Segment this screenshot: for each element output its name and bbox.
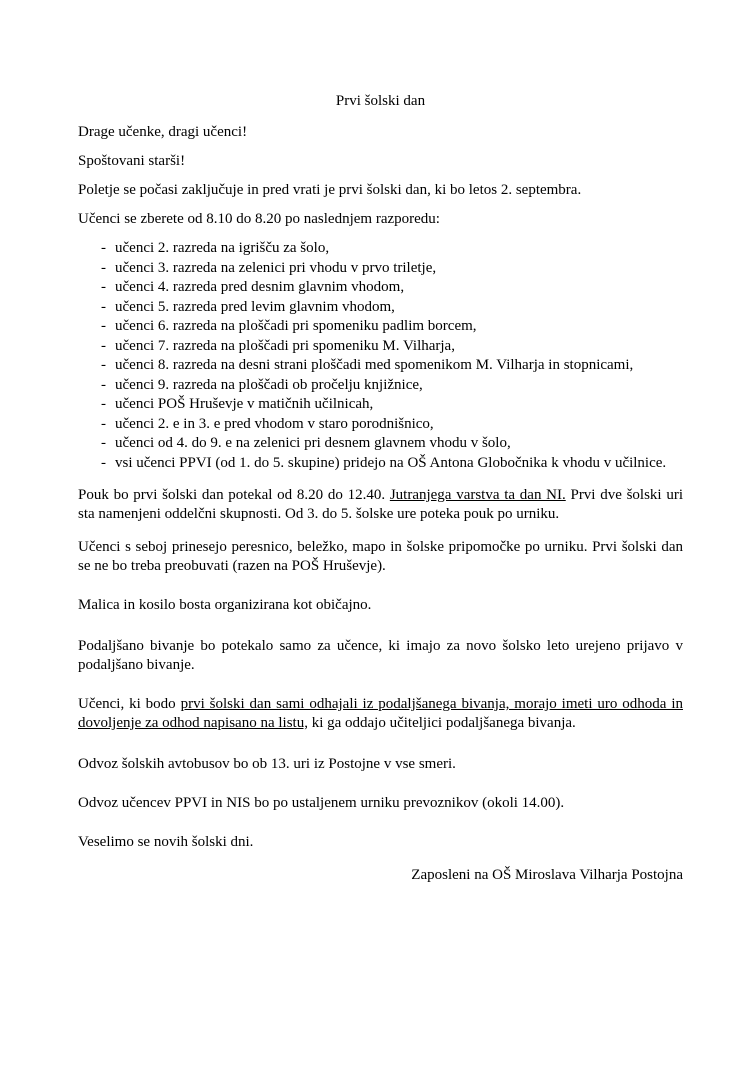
buses-paragraph: Odvoz šolskih avtobusov bo ob 13. uri iz Postojne v vse smeri. — [78, 756, 456, 772]
list-dash: - — [101, 259, 106, 276]
list-dash: - — [101, 318, 106, 334]
list-item: - učenci 8. razreda na desni strani ploščadi med spomenikom M. Vilharja in stopnicami, — [78, 356, 683, 376]
greeting-students: Drage učenke, dragi učenci! — [78, 124, 248, 140]
list-dash: - — [101, 415, 106, 432]
leaving-paragraph: Učenci, ki bodo prvi šolski dan sami odhajali iz podaljšanega bivanja, morajo imeti uro odhoda in dovoljenje za odhod napisano na listu, ki ga oddajo učiteljici podaljšanega bivanja. — [78, 696, 683, 731]
supplies-paragraph: Učenci s seboj prinesejo peresnico, beležko, mapo in šolske pripomočke po urniku. Prvi šolski dan se ne bo treba preobuvati (razen na POŠ Hruševje). — [78, 539, 683, 574]
closing-paragraph: Veselimo se novih šolski dni. — [78, 834, 254, 850]
greeting-parents: Spoštovani starši! — [78, 153, 186, 169]
list-item: - učenci 2. e in 3. e pred vhodom v staro porodnišnico, — [78, 415, 683, 435]
list-dash: - — [101, 279, 106, 295]
list-item: - učenci 6. razreda na ploščadi pri spomeniku padlim borcem, — [78, 317, 683, 337]
signature: Zaposleni na OŠ Miroslava Vilharja Postojna — [411, 867, 683, 883]
list-item: - učenci od 4. do 9. e na zelenici pri desnem glavnem vhodu v šolo, — [78, 434, 683, 454]
list-item: - učenci 9. razreda na ploščadi ob pročelju knjižnice, — [78, 376, 683, 396]
extended-stay-paragraph: Podaljšano bivanje bo potekalo samo za učence, ki imajo za novo šolsko leto urejeno prijavo v podaljšano bivanje. — [78, 638, 683, 673]
leaving-requirement: prvi šolski dan sami odhajali iz podaljšanega bivanja, morajo imeti uro odhoda in dovoljenje za odhod napisano na listu, — [78, 696, 683, 731]
gathering-list — [78, 239, 683, 473]
list-dash: - — [101, 337, 106, 354]
meals-paragraph: Malica in kosilo bosta organizirana kot običajno. — [78, 597, 372, 613]
ppvi-transport-paragraph: Odvoz učencev PPVI in NIS bo po ustaljenem urniku prevoznikov (okoli 14.00). — [78, 795, 565, 811]
list-item: - učenci 5. razreda pred levim glavnim vhodom, — [78, 298, 683, 318]
list-dash: - — [101, 240, 106, 256]
list-item: - učenci 4. razreda pred desnim glavnim vhodom, — [78, 278, 683, 298]
list-item: - vsi učenci PPVI (od 1. do 5. skupine) pridejo na OŠ Antona Globočnika k vhodu v učilnice. — [78, 454, 683, 474]
no-morning-care-notice: Jutranjega varstva ta dan NI. — [389, 487, 566, 503]
list-item: - učenci POŠ Hruševje v matičnih učilnicah, — [78, 395, 683, 415]
document-title: Prvi šolski dan — [335, 93, 426, 109]
gathering-intro: Učenci se zberete od 8.10 do 8.20 po naslednjem razporedu: — [78, 211, 440, 227]
list-item: - učenci 7. razreda na ploščadi pri spomeniku M. Vilharja, — [78, 337, 683, 357]
list-dash: - — [101, 376, 106, 393]
list-item: - učenci 3. razreda na zelenici pri vhodu v prvo triletje, — [78, 259, 683, 279]
list-item: - učenci 2. razreda na igrišču za šolo, — [78, 239, 683, 259]
list-dash: - — [101, 396, 106, 412]
list-dash: - — [101, 298, 106, 315]
list-dash: - — [101, 435, 106, 451]
intro-paragraph: Poletje se počasi zaključuje in pred vrati je prvi šolski dan, ki bo letos 2. septembra. — [78, 182, 582, 198]
list-dash: - — [101, 454, 106, 471]
list-dash: - — [101, 357, 106, 373]
lessons-paragraph: Pouk bo prvi šolski dan potekal od 8.20 do 12.40. Jutranjega varstva ta dan NI. Prvi dve šolski uri sta namenjeni oddelčni skupnosti. Od 3. do 5. šolske ure poteka pouk po urniku. — [78, 487, 683, 522]
